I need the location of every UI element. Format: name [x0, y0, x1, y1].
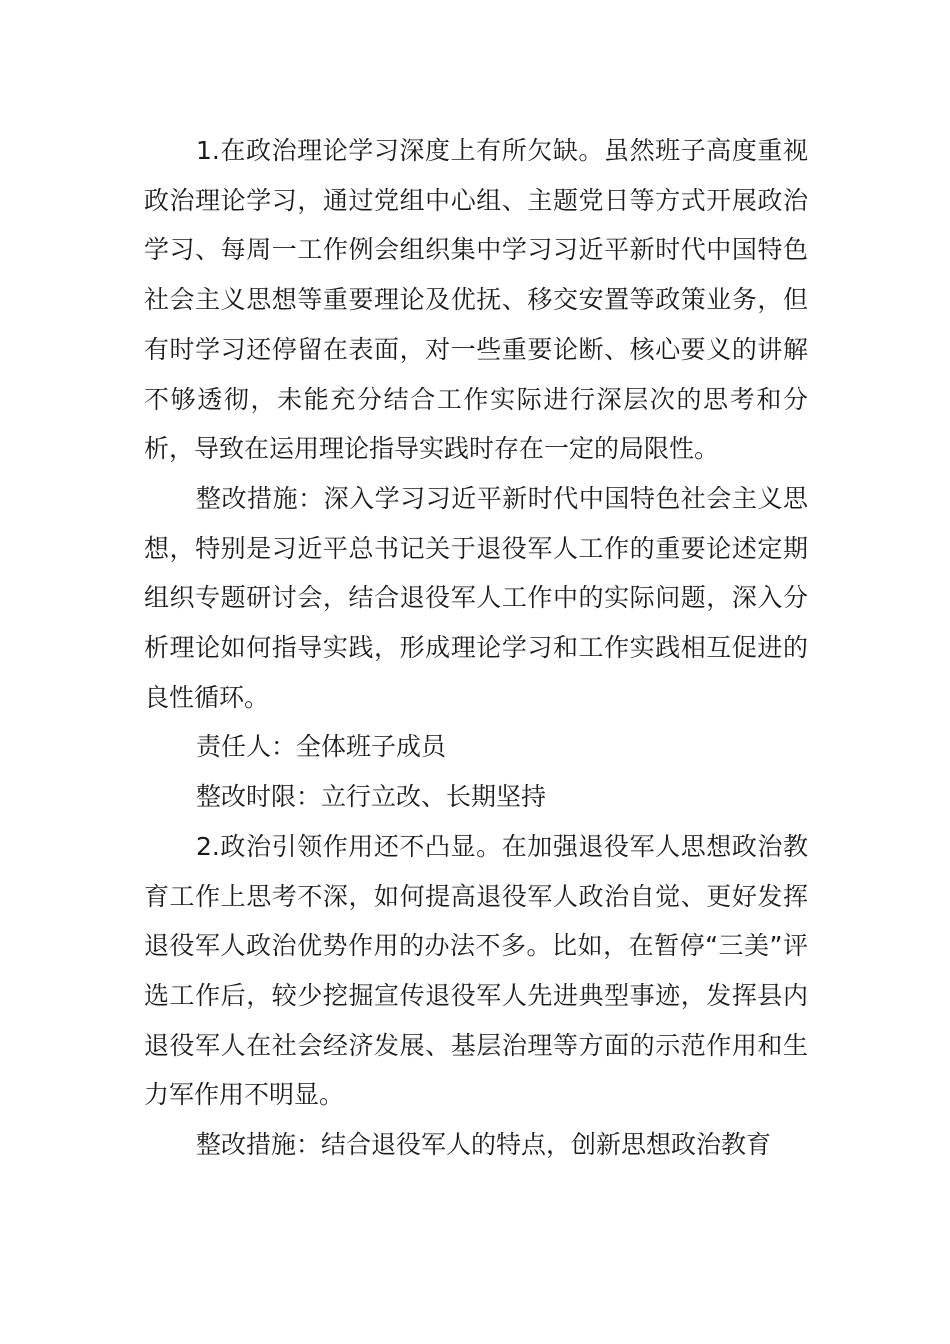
paragraph-responsible-person: 责任人：全体班子成员	[196, 732, 447, 762]
paragraph-issue-1: 1.在政治理论学习深度上有所欠缺。虽然班子高度重视政治理论学习，通过党组中心组、主题党日等方式开展政治学习、每周一工作例会组织集中学习习近平新时代中国特色社会主义思想等重要理论及优抚、移交安置等政策业务，但有时学习还停留在表面，对一些重要论断、核心要义的讲解不够透彻，未能充分结合工作实际进行深层次的思考和分析，导致在运用理论指导实践时存在一定的局限性。	[144, 136, 808, 464]
paragraph-rectification-2: 整改措施：结合退役军人的特点，创新思想政治教育	[196, 1130, 772, 1160]
paragraph-issue-2: 2.政治引领作用还不凸显。在加强退役军人思想政治教育工作上思考不深，如何提高退役军人政治自觉、更好发挥退役军人政治优势作用的办法不多。比如，在暂停“三美”评选工作后，较少挖掘宣传退役军人先进典型事迹，发挥县内退役军人在社会经济发展、基层治理等方面的示范作用和生力军作用不明显。	[144, 831, 808, 1110]
paragraph-deadline: 整改时限：立行立改、长期坚持	[196, 782, 547, 812]
paragraph-rectification-1: 整改措施：深入学习习近平新时代中国特色社会主义思想，特别是习近平总书记关于退役军人工作的重要论述定期组织专题研讨会，结合退役军人工作中的实际问题，深入分析理论如何指导实践，形成理论学习和工作实践相互促进的良性循环。	[144, 483, 808, 712]
document-body	[144, 126, 808, 1170]
